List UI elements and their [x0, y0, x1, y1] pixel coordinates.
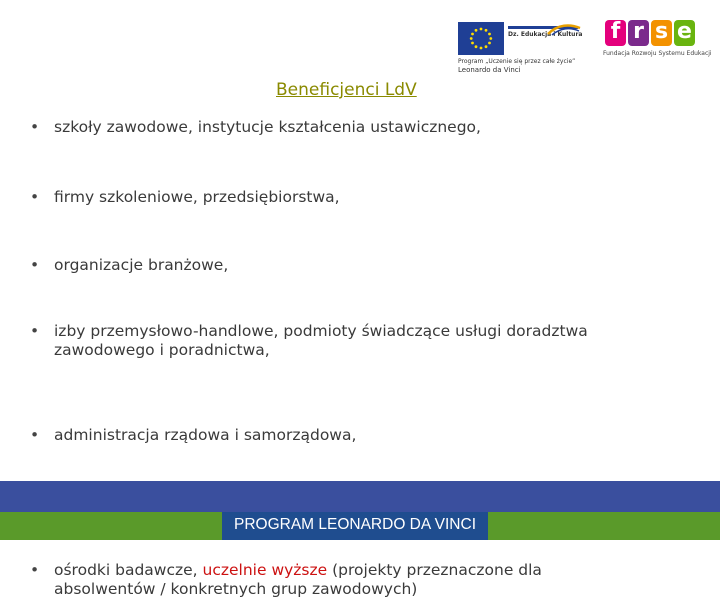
eu-program-name: Leonardo da Vinci	[458, 66, 521, 74]
list-item-text-pre: ośrodki badawcze,	[54, 561, 203, 579]
bullet-icon: •	[30, 561, 40, 579]
eu-sub-text	[458, 58, 583, 74]
frse-letter-e: e	[674, 20, 695, 46]
list-item	[30, 118, 710, 137]
bullet-icon: •	[30, 256, 40, 274]
footer-title: PROGRAM LEONARDO DA VINCI	[233, 516, 476, 533]
frse-caption: Fundacja Rozwoju Systemu Edukacji	[603, 50, 712, 57]
frse-logo	[603, 19, 712, 60]
list-item-text-line1: izby przemysłowo-handlowe, podmioty świadczące usługi doradztwa	[54, 322, 588, 340]
frse-letter-s: s	[651, 20, 672, 46]
list-item-text-line2: absolwentów / konkretnych grup zawodowych)	[54, 580, 418, 598]
list-item	[30, 426, 710, 445]
eu-flag-icon	[458, 22, 504, 55]
footer-blue-bar	[0, 481, 720, 512]
list-item-text: szkoły zawodowe, instytucje kształcenia ustawicznego,	[54, 118, 481, 136]
list-item	[30, 561, 710, 599]
bullet-icon: •	[30, 322, 40, 340]
swoosh-icon	[546, 22, 582, 36]
list-item	[30, 188, 710, 207]
list-item-text: firmy szkoleniowe, przedsiębiorstwa,	[54, 188, 340, 206]
frse-letter-f: f	[605, 20, 626, 46]
list-item-text-line2: zawodowego i poradnictwa,	[54, 341, 270, 359]
eu-leonardo-logo	[458, 22, 583, 78]
page-title: Beneficjenci LdV	[276, 80, 417, 100]
frse-letter-r: r	[628, 20, 649, 46]
bullet-icon: •	[30, 188, 40, 206]
list-item-text: administracja rządowa i samorządowa,	[54, 426, 357, 444]
highlight-text: uczelnie wyższe	[202, 561, 328, 579]
eu-program-line1: Dz. Edukacja i Kultura	[508, 31, 583, 38]
list-item	[30, 322, 710, 360]
list-item	[30, 256, 710, 275]
list-item-text-post: (projekty przeznaczone dla	[327, 561, 542, 579]
eu-program-line2: Program „Uczenie się przez całe życie”	[458, 58, 576, 65]
bullet-icon: •	[30, 118, 40, 136]
list-item-text: organizacje branżowe,	[54, 256, 229, 274]
frse-letters	[605, 20, 695, 48]
bullet-icon: •	[30, 426, 40, 444]
